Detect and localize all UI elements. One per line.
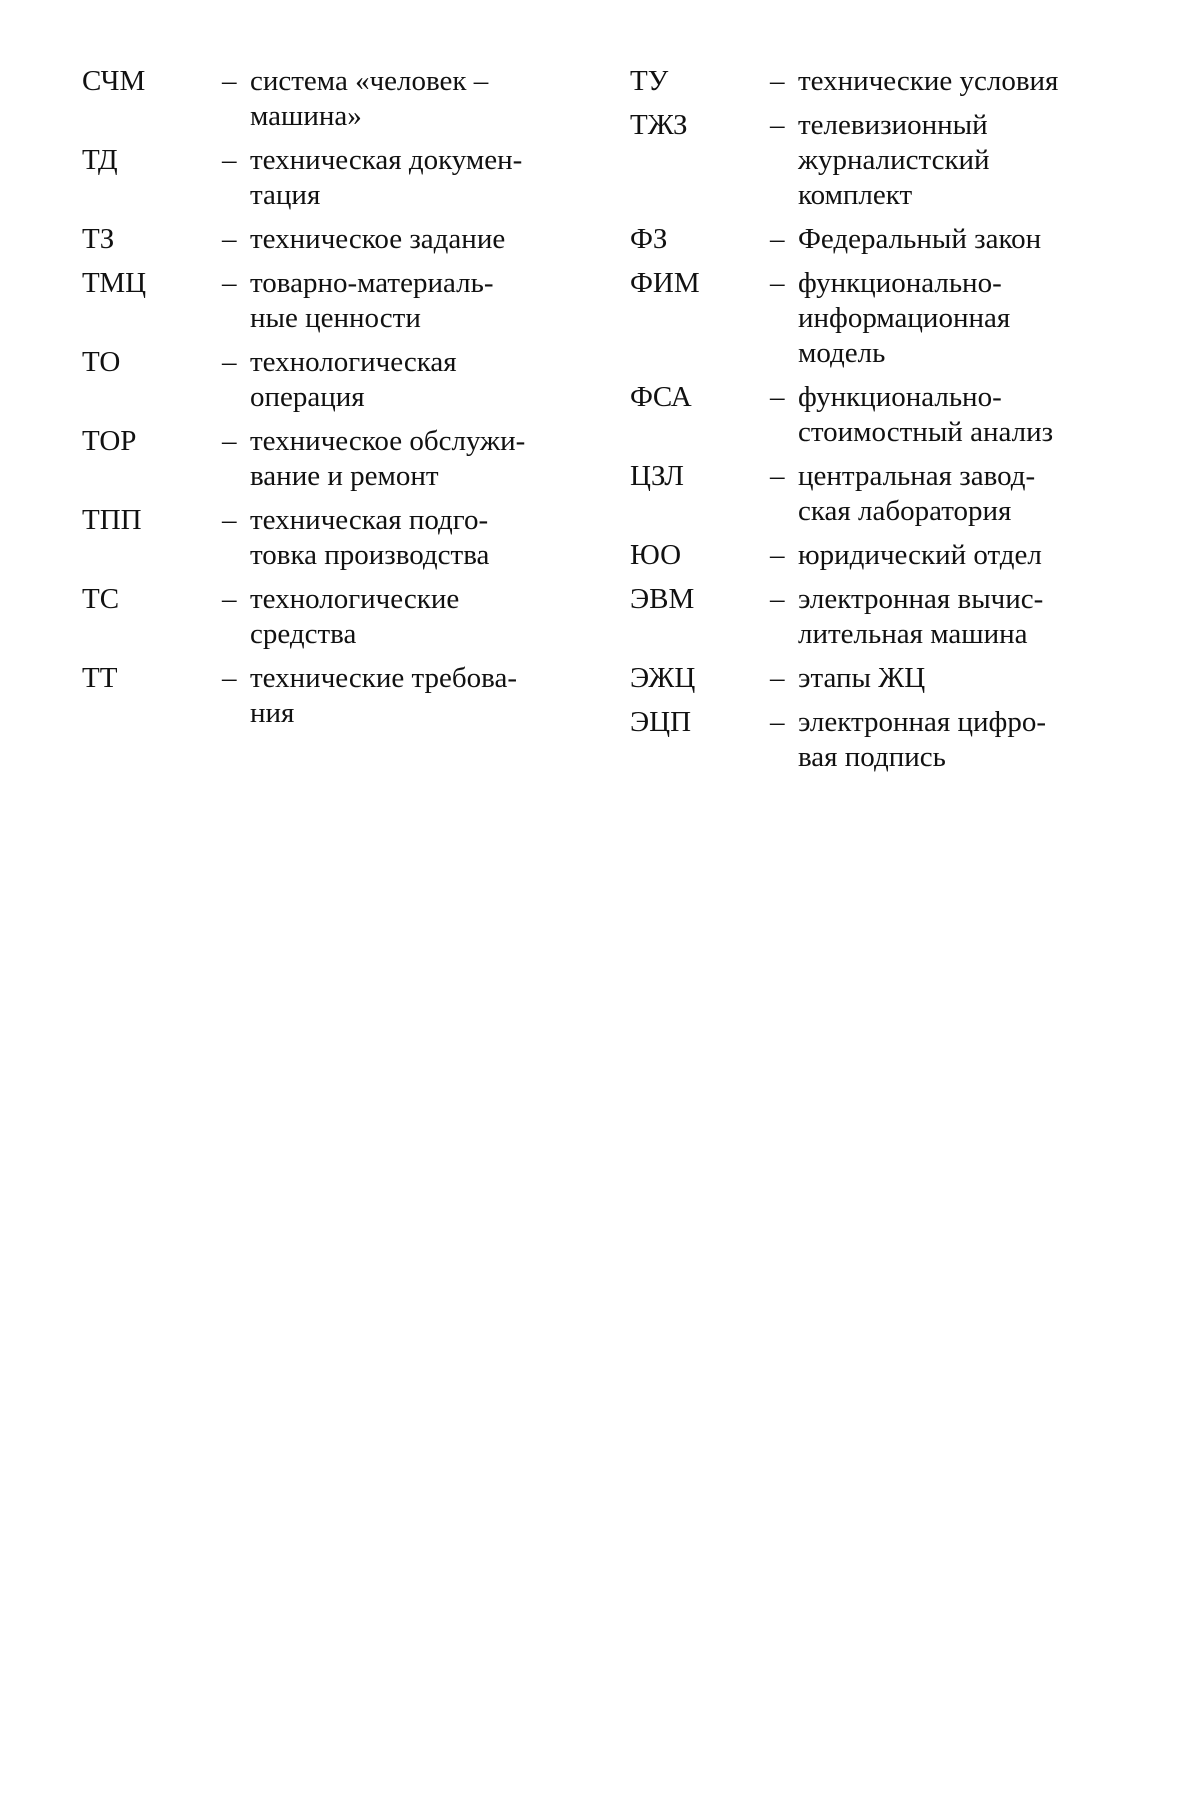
glossary-abbreviation: ТПП — [82, 504, 142, 536]
glossary-definition: техническая подго- товка производства — [250, 504, 490, 571]
glossary-definition: центральная завод- ская лаборатория — [798, 460, 1036, 527]
glossary-entry — [630, 582, 1130, 652]
glossary-abbreviation: ТД — [82, 144, 118, 176]
glossary-abbreviation: ЮО — [630, 539, 682, 571]
glossary-entry — [630, 661, 1130, 696]
glossary-right-column — [630, 64, 1130, 784]
glossary-entry — [82, 222, 582, 257]
glossary-entry — [630, 108, 1130, 213]
glossary-dash: – — [222, 65, 237, 97]
glossary-left-column — [82, 64, 582, 740]
glossary-definition: система «человек – машина» — [250, 65, 489, 132]
glossary-abbreviation: ТТ — [82, 662, 118, 694]
glossary-abbreviation: СЧМ — [82, 65, 146, 97]
glossary-abbreviation: ФЗ — [630, 223, 668, 255]
glossary-abbreviation: ЦЗЛ — [630, 460, 684, 492]
glossary-dash: – — [770, 381, 785, 413]
glossary-entry — [630, 380, 1130, 450]
glossary-abbreviation: ТМЦ — [82, 267, 147, 299]
glossary-entry — [630, 459, 1130, 529]
glossary-dash: – — [770, 223, 785, 255]
glossary-definition: функционально- информационная модель — [798, 267, 1011, 369]
glossary-dash: – — [770, 267, 785, 299]
glossary-abbreviation: ФСА — [630, 381, 692, 413]
glossary-definition: техническая докумен- тация — [250, 144, 523, 211]
glossary-definition: технологические средства — [250, 583, 460, 650]
glossary-definition: юридический отдел — [798, 539, 1042, 571]
glossary-definition: товарно-материаль- ные ценности — [250, 267, 494, 334]
glossary-abbreviation: ТЖЗ — [630, 109, 688, 141]
glossary-dash: – — [222, 223, 237, 255]
glossary-dash: – — [770, 460, 785, 492]
glossary-entry — [630, 266, 1130, 371]
glossary-dash: – — [222, 425, 237, 457]
glossary-entry — [630, 538, 1130, 573]
glossary-definition: технические требова- ния — [250, 662, 517, 729]
glossary-abbreviation: ТУ — [630, 65, 669, 97]
glossary-abbreviation: ЭВМ — [630, 583, 695, 615]
glossary-abbreviation: ТС — [82, 583, 120, 615]
glossary-abbreviation: ТОР — [82, 425, 137, 457]
glossary-abbreviation: ЭЖЦ — [630, 662, 696, 694]
glossary-entry — [82, 143, 582, 213]
glossary-definition: телевизионный журналистский комплект — [798, 109, 990, 211]
glossary-definition: технические условия — [798, 65, 1059, 97]
glossary-dash: – — [222, 144, 237, 176]
glossary-dash: – — [770, 109, 785, 141]
glossary-entry — [630, 222, 1130, 257]
glossary-definition: техническое обслужи- вание и ремонт — [250, 425, 526, 492]
glossary-entry — [82, 661, 582, 731]
glossary-abbreviation: ЭЦП — [630, 706, 692, 738]
glossary-dash: – — [770, 65, 785, 97]
glossary-entry — [82, 266, 582, 336]
glossary-entry — [630, 64, 1130, 99]
glossary-dash: – — [770, 583, 785, 615]
glossary-definition: Федеральный закон — [798, 223, 1042, 255]
glossary-dash: – — [222, 346, 237, 378]
glossary-dash: – — [222, 504, 237, 536]
glossary-abbreviation: ТО — [82, 346, 121, 378]
glossary-dash: – — [222, 662, 237, 694]
glossary-entry — [82, 503, 582, 573]
glossary-dash: – — [222, 267, 237, 299]
glossary-dash: – — [222, 583, 237, 615]
glossary-definition: электронная вычис- лительная машина — [798, 583, 1044, 650]
glossary-abbreviation: ТЗ — [82, 223, 115, 255]
glossary-dash: – — [770, 706, 785, 738]
glossary-definition: электронная цифро- вая подпись — [798, 706, 1046, 773]
glossary-definition: этапы ЖЦ — [798, 662, 926, 694]
glossary-dash: – — [770, 662, 785, 694]
glossary-entry — [82, 345, 582, 415]
glossary-abbreviation: ФИМ — [630, 267, 700, 299]
glossary-entry — [630, 705, 1130, 775]
glossary-entry — [82, 582, 582, 652]
glossary-entry — [82, 64, 582, 134]
glossary-definition: технологическая операция — [250, 346, 457, 413]
glossary-definition: техническое задание — [250, 223, 506, 255]
glossary-definition: функционально- стоимостный анализ — [798, 381, 1054, 448]
glossary-dash: – — [770, 539, 785, 571]
glossary-entry — [82, 424, 582, 494]
